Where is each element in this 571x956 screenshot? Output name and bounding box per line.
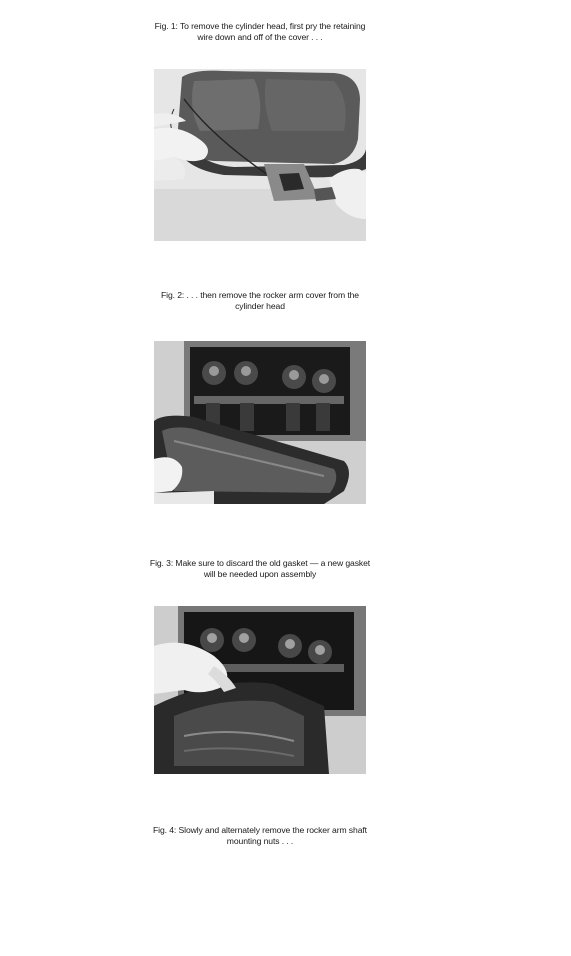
figure-1-photo xyxy=(154,69,366,241)
figure-2-photo xyxy=(154,341,366,504)
figure-4-caption-line-1: Fig. 4: Slowly and alternately remove the rocker arm shaft xyxy=(153,825,367,835)
figure-3-caption xyxy=(120,558,400,580)
figure-2-caption-line-1: Fig. 2: . . . then remove the rocker arm cover from the xyxy=(161,290,359,300)
figure-4-caption-line-2: mounting nuts . . . xyxy=(226,836,294,846)
figure-3-photo xyxy=(154,606,366,774)
figure-1-caption-line-1: Fig. 1: To remove the cylinder head, first pry the retaining xyxy=(154,21,366,31)
figure-3-caption-line-2: will be needed upon assembly xyxy=(203,569,317,579)
valve-cover-removal-photo-icon xyxy=(154,69,366,241)
figure-1-caption-line-2: wire down and off of the cover . . . xyxy=(197,32,323,42)
gasket-removal-photo-icon xyxy=(154,606,366,774)
figure-1-caption xyxy=(120,21,400,43)
figure-3-caption-line-1: Fig. 3: Make sure to discard the old gasket — a new gasket xyxy=(149,558,371,568)
rocker-cover-photo-icon xyxy=(154,341,366,504)
figure-2-caption xyxy=(120,290,400,312)
figure-4-caption xyxy=(120,825,400,847)
figure-2-caption-line-2: cylinder head xyxy=(235,301,285,311)
